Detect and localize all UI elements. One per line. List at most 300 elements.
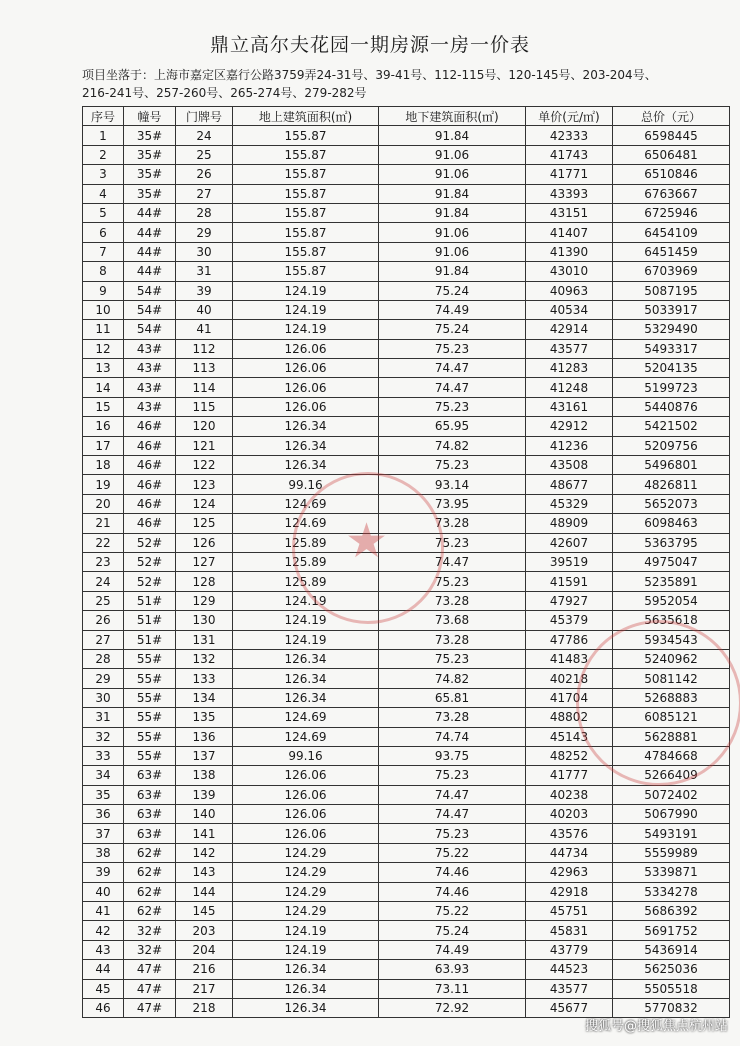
source-watermark: 搜狐号@搜狐焦点杭州站 xyxy=(584,1019,728,1034)
row-total-price: 5268883 xyxy=(613,688,730,707)
table-row xyxy=(83,184,730,203)
row-total-price: 5067990 xyxy=(613,805,730,824)
row-unit-price: 40963 xyxy=(526,281,613,300)
row-unit-price: 41704 xyxy=(526,688,613,707)
row-building: 32# xyxy=(124,940,176,959)
row-total-price: 5770832 xyxy=(613,998,730,1017)
row-unit-price: 41743 xyxy=(526,145,613,164)
row-door-number: 115 xyxy=(176,397,233,416)
row-door-number: 139 xyxy=(176,785,233,804)
row-door-number: 31 xyxy=(176,262,233,281)
row-total-price: 6451459 xyxy=(613,242,730,261)
row-unit-price: 43576 xyxy=(526,824,613,843)
row-above-area: 126.34 xyxy=(233,998,379,1017)
row-total-price: 5686392 xyxy=(613,902,730,921)
row-building: 35# xyxy=(124,184,176,203)
row-unit-price: 43010 xyxy=(526,262,613,281)
row-building: 62# xyxy=(124,902,176,921)
row-unit-price: 42912 xyxy=(526,417,613,436)
table-row xyxy=(83,708,730,727)
row-total-price: 5421502 xyxy=(613,417,730,436)
row-under-area: 74.47 xyxy=(379,805,526,824)
table-row xyxy=(83,805,730,824)
row-total-price: 5329490 xyxy=(613,320,730,339)
table-row xyxy=(83,417,730,436)
row-unit-price: 41283 xyxy=(526,359,613,378)
table-row xyxy=(83,223,730,242)
row-building: 46# xyxy=(124,417,176,436)
row-unit-price: 45677 xyxy=(526,998,613,1017)
row-door-number: 133 xyxy=(176,669,233,688)
row-unit-price: 45143 xyxy=(526,727,613,746)
row-total-price: 5440876 xyxy=(613,397,730,416)
row-total-price: 5033917 xyxy=(613,300,730,319)
row-under-area: 73.28 xyxy=(379,708,526,727)
table-row xyxy=(83,882,730,901)
row-under-area: 74.82 xyxy=(379,436,526,455)
row-door-number: 217 xyxy=(176,979,233,998)
row-index: 27 xyxy=(83,630,124,649)
row-above-area: 126.06 xyxy=(233,359,379,378)
row-total-price: 5493191 xyxy=(613,824,730,843)
row-building: 55# xyxy=(124,727,176,746)
row-unit-price: 42918 xyxy=(526,882,613,901)
row-total-price: 6598445 xyxy=(613,126,730,145)
row-index: 31 xyxy=(83,708,124,727)
row-index: 25 xyxy=(83,591,124,610)
row-index: 3 xyxy=(83,165,124,184)
table-row xyxy=(83,281,730,300)
row-building: 55# xyxy=(124,746,176,765)
row-unit-price: 45751 xyxy=(526,902,613,921)
table-row xyxy=(83,203,730,222)
row-building: 44# xyxy=(124,262,176,281)
row-under-area: 75.24 xyxy=(379,281,526,300)
row-building: 32# xyxy=(124,921,176,940)
row-above-area: 124.19 xyxy=(233,591,379,610)
row-building: 43# xyxy=(124,339,176,358)
row-above-area: 125.89 xyxy=(233,533,379,552)
row-under-area: 91.06 xyxy=(379,145,526,164)
row-building: 46# xyxy=(124,456,176,475)
row-index: 24 xyxy=(83,572,124,591)
header-underground-area: 地下建筑面积(㎡) xyxy=(379,107,526,126)
table-row xyxy=(83,669,730,688)
row-index: 2 xyxy=(83,145,124,164)
row-total-price: 5334278 xyxy=(613,882,730,901)
table-row xyxy=(83,746,730,765)
table-row xyxy=(83,630,730,649)
row-above-area: 124.19 xyxy=(233,940,379,959)
table-row xyxy=(83,591,730,610)
row-index: 13 xyxy=(83,359,124,378)
row-under-area: 72.92 xyxy=(379,998,526,1017)
row-total-price: 4975047 xyxy=(613,552,730,571)
row-building: 35# xyxy=(124,126,176,145)
row-total-price: 5339871 xyxy=(613,863,730,882)
row-index: 29 xyxy=(83,669,124,688)
table-row xyxy=(83,688,730,707)
row-index: 41 xyxy=(83,902,124,921)
row-under-area: 75.23 xyxy=(379,572,526,591)
row-door-number: 125 xyxy=(176,514,233,533)
row-under-area: 73.11 xyxy=(379,979,526,998)
row-unit-price: 43577 xyxy=(526,979,613,998)
row-building: 47# xyxy=(124,998,176,1017)
row-above-area: 124.19 xyxy=(233,611,379,630)
table-row xyxy=(83,921,730,940)
row-building: 46# xyxy=(124,475,176,494)
row-above-area: 126.34 xyxy=(233,436,379,455)
row-index: 42 xyxy=(83,921,124,940)
row-index: 14 xyxy=(83,378,124,397)
row-unit-price: 44734 xyxy=(526,843,613,862)
row-above-area: 124.69 xyxy=(233,494,379,513)
row-above-area: 124.19 xyxy=(233,320,379,339)
row-under-area: 73.68 xyxy=(379,611,526,630)
row-under-area: 75.22 xyxy=(379,843,526,862)
table-row xyxy=(83,262,730,281)
row-door-number: 137 xyxy=(176,746,233,765)
row-above-area: 155.87 xyxy=(233,223,379,242)
table-row xyxy=(83,378,730,397)
row-total-price: 5635618 xyxy=(613,611,730,630)
table-row xyxy=(83,960,730,979)
row-index: 12 xyxy=(83,339,124,358)
row-unit-price: 41771 xyxy=(526,165,613,184)
row-total-price: 5559989 xyxy=(613,843,730,862)
row-index: 10 xyxy=(83,300,124,319)
row-door-number: 112 xyxy=(176,339,233,358)
row-above-area: 126.06 xyxy=(233,785,379,804)
row-under-area: 75.24 xyxy=(379,320,526,339)
row-total-price: 5081142 xyxy=(613,669,730,688)
row-door-number: 30 xyxy=(176,242,233,261)
row-unit-price: 41248 xyxy=(526,378,613,397)
project-address: 项目坐落于：上海市嘉定区嘉行公路3759弄24-31号、39-41号、112-115号、120-145号、203-204号、216-241号、257-260号、265-274号、279-282号 xyxy=(82,68,657,100)
row-under-area: 75.23 xyxy=(379,397,526,416)
row-index: 18 xyxy=(83,456,124,475)
row-index: 19 xyxy=(83,475,124,494)
row-above-area: 124.29 xyxy=(233,843,379,862)
row-under-area: 73.28 xyxy=(379,591,526,610)
row-under-area: 74.74 xyxy=(379,727,526,746)
row-above-area: 124.19 xyxy=(233,630,379,649)
row-under-area: 73.28 xyxy=(379,630,526,649)
table-row xyxy=(83,242,730,261)
row-door-number: 143 xyxy=(176,863,233,882)
row-under-area: 74.47 xyxy=(379,378,526,397)
row-unit-price: 41407 xyxy=(526,223,613,242)
row-index: 35 xyxy=(83,785,124,804)
row-building: 51# xyxy=(124,591,176,610)
row-door-number: 39 xyxy=(176,281,233,300)
row-index: 39 xyxy=(83,863,124,882)
page-title: 鼎立高尔夫花园一期房源一房一价表 xyxy=(209,34,530,56)
row-door-number: 113 xyxy=(176,359,233,378)
row-above-area: 124.19 xyxy=(233,921,379,940)
row-under-area: 75.23 xyxy=(379,456,526,475)
row-unit-price: 41777 xyxy=(526,766,613,785)
row-total-price: 6085121 xyxy=(613,708,730,727)
row-unit-price: 40534 xyxy=(526,300,613,319)
row-under-area: 91.84 xyxy=(379,203,526,222)
row-unit-price: 43508 xyxy=(526,456,613,475)
row-door-number: 203 xyxy=(176,921,233,940)
row-unit-price: 47786 xyxy=(526,630,613,649)
row-building: 43# xyxy=(124,359,176,378)
row-above-area: 126.34 xyxy=(233,688,379,707)
row-under-area: 74.46 xyxy=(379,863,526,882)
table-row xyxy=(83,611,730,630)
table-header-row xyxy=(83,107,730,126)
row-door-number: 25 xyxy=(176,145,233,164)
row-building: 55# xyxy=(124,688,176,707)
table-row xyxy=(83,456,730,475)
row-index: 4 xyxy=(83,184,124,203)
row-door-number: 138 xyxy=(176,766,233,785)
row-under-area: 93.14 xyxy=(379,475,526,494)
header-above-ground-area: 地上建筑面积(㎡) xyxy=(233,107,379,126)
row-unit-price: 42914 xyxy=(526,320,613,339)
row-door-number: 144 xyxy=(176,882,233,901)
row-building: 55# xyxy=(124,708,176,727)
row-total-price: 5436914 xyxy=(613,940,730,959)
row-total-price: 4826811 xyxy=(613,475,730,494)
row-door-number: 26 xyxy=(176,165,233,184)
row-total-price: 5691752 xyxy=(613,921,730,940)
row-unit-price: 48909 xyxy=(526,514,613,533)
row-door-number: 24 xyxy=(176,126,233,145)
row-building: 55# xyxy=(124,649,176,668)
table-row xyxy=(83,572,730,591)
row-unit-price: 48252 xyxy=(526,746,613,765)
row-unit-price: 43577 xyxy=(526,339,613,358)
row-index: 28 xyxy=(83,649,124,668)
row-door-number: 120 xyxy=(176,417,233,436)
row-total-price: 5240962 xyxy=(613,649,730,668)
row-index: 37 xyxy=(83,824,124,843)
row-under-area: 75.23 xyxy=(379,824,526,843)
table-row xyxy=(83,533,730,552)
row-unit-price: 41483 xyxy=(526,649,613,668)
row-building: 63# xyxy=(124,766,176,785)
row-under-area: 91.84 xyxy=(379,262,526,281)
row-building: 46# xyxy=(124,436,176,455)
table-row xyxy=(83,979,730,998)
row-index: 32 xyxy=(83,727,124,746)
row-total-price: 6725946 xyxy=(613,203,730,222)
row-index: 45 xyxy=(83,979,124,998)
row-total-price: 6763667 xyxy=(613,184,730,203)
seal-star-icon: ★ xyxy=(345,513,389,569)
row-index: 26 xyxy=(83,611,124,630)
row-above-area: 155.87 xyxy=(233,203,379,222)
row-index: 40 xyxy=(83,882,124,901)
row-door-number: 135 xyxy=(176,708,233,727)
table-row xyxy=(83,436,730,455)
row-above-area: 124.19 xyxy=(233,281,379,300)
row-above-area: 126.06 xyxy=(233,766,379,785)
row-under-area: 63.93 xyxy=(379,960,526,979)
row-unit-price: 45329 xyxy=(526,494,613,513)
row-building: 44# xyxy=(124,223,176,242)
row-door-number: 130 xyxy=(176,611,233,630)
row-index: 43 xyxy=(83,940,124,959)
table-row xyxy=(83,475,730,494)
row-index: 44 xyxy=(83,960,124,979)
row-index: 7 xyxy=(83,242,124,261)
row-unit-price: 47927 xyxy=(526,591,613,610)
row-door-number: 27 xyxy=(176,184,233,203)
row-total-price: 6510846 xyxy=(613,165,730,184)
row-total-price: 5209756 xyxy=(613,436,730,455)
row-total-price: 6703969 xyxy=(613,262,730,281)
row-building: 47# xyxy=(124,979,176,998)
row-unit-price: 43779 xyxy=(526,940,613,959)
row-door-number: 29 xyxy=(176,223,233,242)
row-building: 51# xyxy=(124,611,176,630)
row-door-number: 126 xyxy=(176,533,233,552)
row-unit-price: 42333 xyxy=(526,126,613,145)
row-index: 33 xyxy=(83,746,124,765)
header-unit-price: 单价(元/㎡) xyxy=(526,107,613,126)
row-under-area: 65.81 xyxy=(379,688,526,707)
row-door-number: 134 xyxy=(176,688,233,707)
row-door-number: 124 xyxy=(176,494,233,513)
row-door-number: 204 xyxy=(176,940,233,959)
header-total-price: 总价（元） xyxy=(613,107,730,126)
row-building: 51# xyxy=(124,630,176,649)
row-total-price: 6454109 xyxy=(613,223,730,242)
table-row xyxy=(83,145,730,164)
row-under-area: 75.23 xyxy=(379,533,526,552)
row-building: 52# xyxy=(124,533,176,552)
row-building: 54# xyxy=(124,320,176,339)
row-index: 6 xyxy=(83,223,124,242)
row-above-area: 155.87 xyxy=(233,184,379,203)
row-unit-price: 40238 xyxy=(526,785,613,804)
row-unit-price: 42607 xyxy=(526,533,613,552)
row-unit-price: 40203 xyxy=(526,805,613,824)
table-row xyxy=(83,766,730,785)
row-door-number: 132 xyxy=(176,649,233,668)
row-index: 17 xyxy=(83,436,124,455)
row-index: 46 xyxy=(83,998,124,1017)
row-building: 63# xyxy=(124,785,176,804)
row-door-number: 216 xyxy=(176,960,233,979)
table-row xyxy=(83,863,730,882)
row-above-area: 126.06 xyxy=(233,339,379,358)
price-table xyxy=(82,106,730,1018)
row-under-area: 73.28 xyxy=(379,514,526,533)
row-total-price: 5934543 xyxy=(613,630,730,649)
row-building: 44# xyxy=(124,203,176,222)
row-index: 20 xyxy=(83,494,124,513)
row-under-area: 91.06 xyxy=(379,242,526,261)
row-door-number: 123 xyxy=(176,475,233,494)
row-door-number: 131 xyxy=(176,630,233,649)
table-row xyxy=(83,494,730,513)
row-building: 52# xyxy=(124,552,176,571)
table-row xyxy=(83,514,730,533)
row-door-number: 141 xyxy=(176,824,233,843)
row-building: 46# xyxy=(124,494,176,513)
row-total-price: 5628881 xyxy=(613,727,730,746)
row-unit-price: 48802 xyxy=(526,708,613,727)
row-index: 22 xyxy=(83,533,124,552)
row-door-number: 40 xyxy=(176,300,233,319)
row-under-area: 91.06 xyxy=(379,165,526,184)
table-row xyxy=(83,843,730,862)
row-building: 52# xyxy=(124,572,176,591)
row-above-area: 124.19 xyxy=(233,300,379,319)
row-index: 5 xyxy=(83,203,124,222)
row-unit-price: 40218 xyxy=(526,669,613,688)
row-index: 11 xyxy=(83,320,124,339)
row-door-number: 142 xyxy=(176,843,233,862)
row-door-number: 145 xyxy=(176,902,233,921)
row-building: 62# xyxy=(124,843,176,862)
row-total-price: 5266409 xyxy=(613,766,730,785)
row-above-area: 155.87 xyxy=(233,242,379,261)
row-above-area: 126.06 xyxy=(233,397,379,416)
header-door-number: 门牌号 xyxy=(176,107,233,126)
row-total-price: 5493317 xyxy=(613,339,730,358)
row-building: 43# xyxy=(124,397,176,416)
row-building: 54# xyxy=(124,300,176,319)
table-row xyxy=(83,902,730,921)
row-unit-price: 42963 xyxy=(526,863,613,882)
row-above-area: 126.06 xyxy=(233,805,379,824)
row-total-price: 5199723 xyxy=(613,378,730,397)
header-index: 序号 xyxy=(83,107,124,126)
row-above-area: 126.34 xyxy=(233,456,379,475)
row-total-price: 4784668 xyxy=(613,746,730,765)
row-door-number: 114 xyxy=(176,378,233,397)
row-building: 35# xyxy=(124,145,176,164)
row-index: 30 xyxy=(83,688,124,707)
row-building: 54# xyxy=(124,281,176,300)
row-above-area: 125.89 xyxy=(233,552,379,571)
row-under-area: 75.23 xyxy=(379,766,526,785)
row-above-area: 126.06 xyxy=(233,824,379,843)
row-above-area: 155.87 xyxy=(233,165,379,184)
row-unit-price: 44523 xyxy=(526,960,613,979)
table-row xyxy=(83,300,730,319)
table-row xyxy=(83,126,730,145)
table-row xyxy=(83,165,730,184)
table-row xyxy=(83,320,730,339)
row-building: 62# xyxy=(124,863,176,882)
row-unit-price: 43393 xyxy=(526,184,613,203)
row-under-area: 75.24 xyxy=(379,921,526,940)
row-under-area: 74.49 xyxy=(379,300,526,319)
row-under-area: 75.23 xyxy=(379,649,526,668)
row-unit-price: 45831 xyxy=(526,921,613,940)
row-total-price: 5625036 xyxy=(613,960,730,979)
row-total-price: 5952054 xyxy=(613,591,730,610)
row-building: 55# xyxy=(124,669,176,688)
row-under-area: 93.75 xyxy=(379,746,526,765)
row-under-area: 91.06 xyxy=(379,223,526,242)
row-building: 46# xyxy=(124,514,176,533)
row-above-area: 124.29 xyxy=(233,882,379,901)
row-index: 21 xyxy=(83,514,124,533)
row-above-area: 125.89 xyxy=(233,572,379,591)
row-total-price: 5204135 xyxy=(613,359,730,378)
row-unit-price: 39519 xyxy=(526,552,613,571)
